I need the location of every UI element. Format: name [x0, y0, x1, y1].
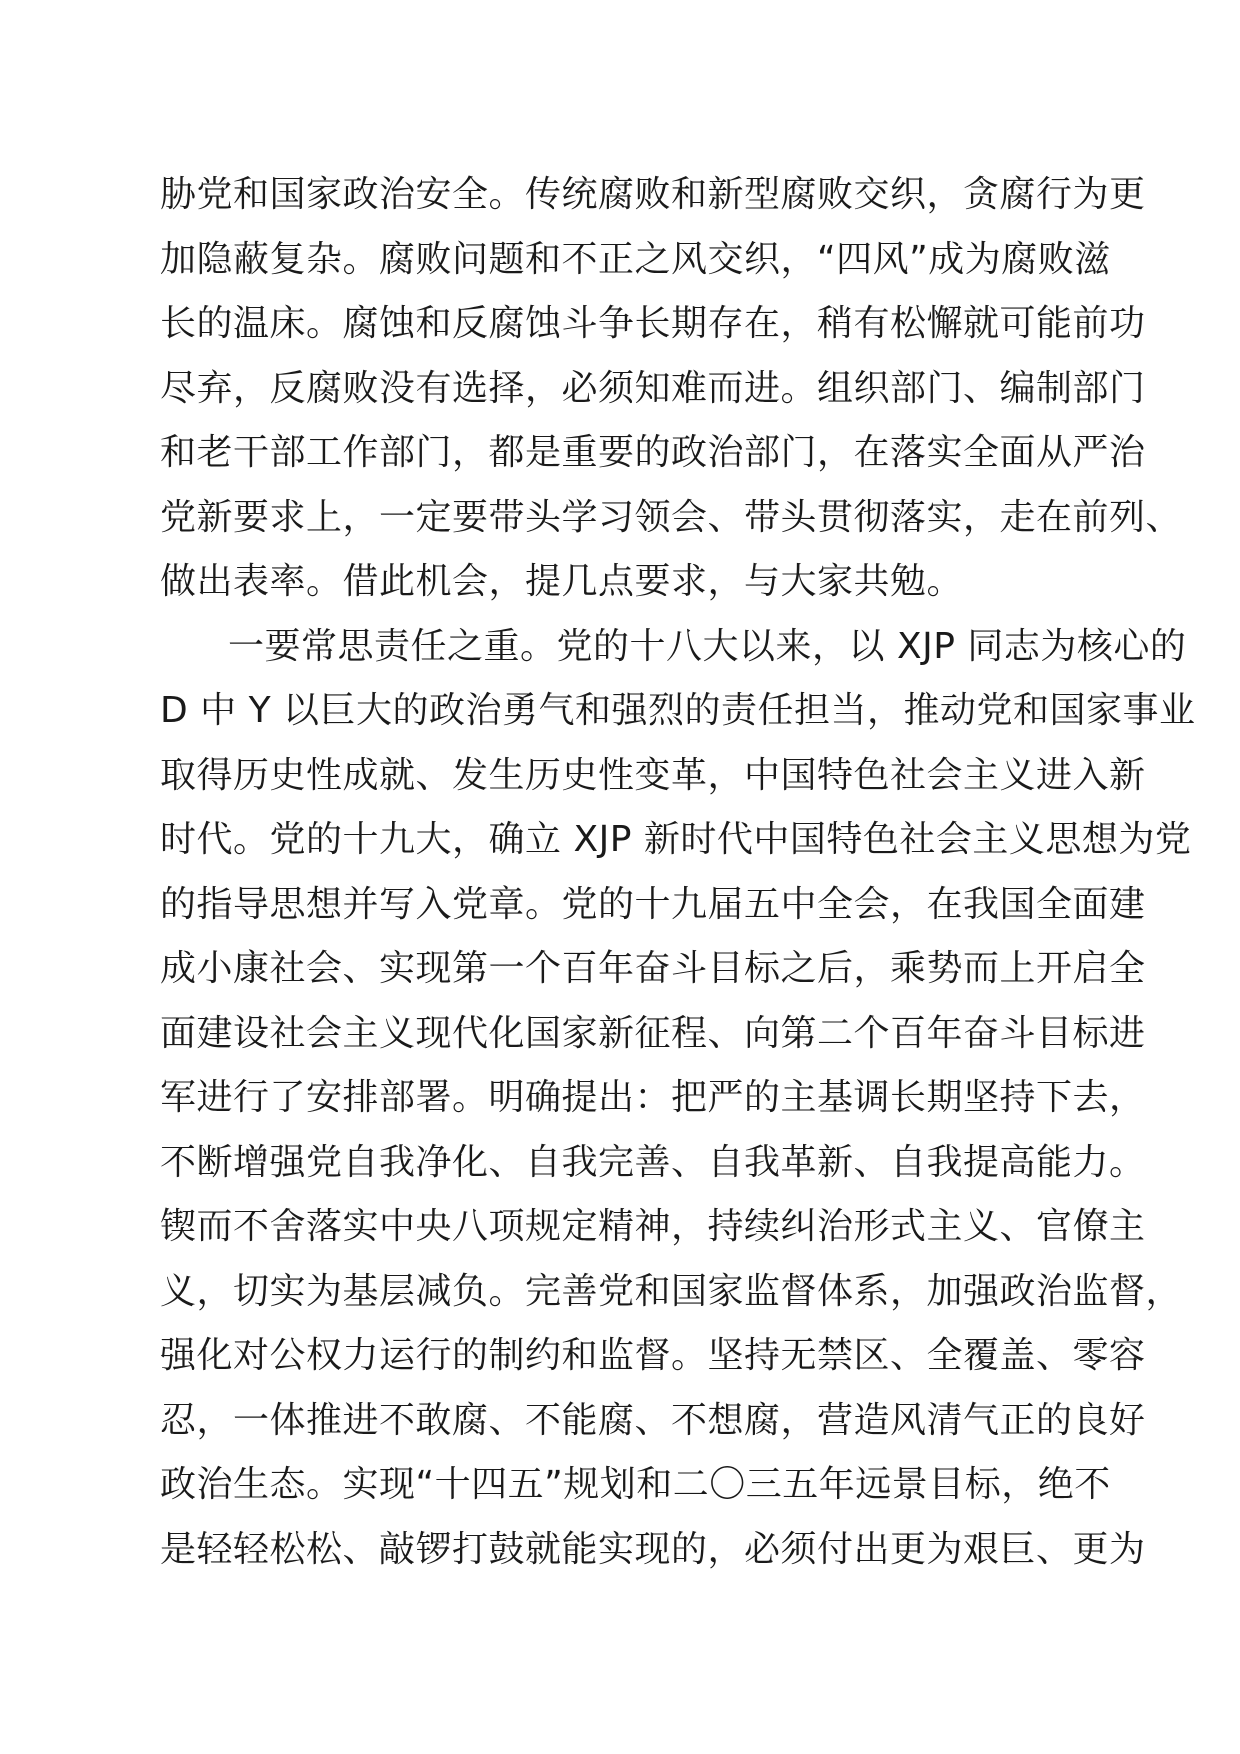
text-line: 取得历史性成就、发生历史性变革，中国特色社会主义进入新 [160, 754, 1146, 796]
text-line: 成小康社会、实现第一个百年奋斗目标之后，乘势而上开启全 [160, 948, 1146, 989]
text-line: 是轻轻松松、敲锣打鼓就能实现的，必须付出更为艰巨、更为 [160, 1528, 1146, 1570]
text-line: D 中 Y 以巨大的政治勇气和强烈的责任担当，推动党和国家事业 [160, 690, 1196, 731]
text-line: 长的温床。腐蚀和反腐蚀斗争长期存在，稍有松懈就可能前功 [160, 303, 1146, 344]
text-line: 面建设社会主义现代化国家新征程、向第二个百年奋斗目标进 [160, 1012, 1146, 1054]
text-line: 政治生态。实现“十四五”规划和二〇三五年远景目标，绝不 [160, 1464, 1111, 1505]
text-line: 胁党和国家政治安全。传统腐败和新型腐败交织，贪腐行为更 [160, 174, 1146, 215]
text-line: 做出表率。借此机会，提几点要求，与大家共勉。 [160, 561, 964, 602]
text-line: 强化对公权力运行的制约和监督。坚持无禁区、全覆盖、零容 [160, 1335, 1146, 1376]
body-text [160, 163, 1196, 1582]
paragraph-first-line: 一要常思责任之重。党的十八大以来，以 XJP 同志为核心的 [228, 625, 1187, 667]
text-line: 时代。党的十九大，确立 XJP 新时代中国特色社会主义思想为党 [160, 819, 1192, 860]
text-line: 军进行了安排部署。明确提出：把严的主基调长期坚持下去， [160, 1077, 1146, 1118]
text-line: 锲而不舍落实中央八项规定精神，持续纠治形式主义、官僚主 [160, 1206, 1146, 1247]
text-line: 义，切实为基层减负。完善党和国家监督体系，加强政治监督， [160, 1270, 1183, 1312]
text-line: 加隐蔽复杂。腐败问题和不正之风交织，“四风”成为腐败滋 [160, 238, 1111, 280]
text-line: 和老干部工作部门，都是重要的政治部门，在落实全面从严治 [160, 432, 1146, 473]
text-line: 的指导思想并写入党章。党的十九届五中全会，在我国全面建 [160, 883, 1146, 925]
text-line: 忍，一体推进不敢腐、不能腐、不想腐，营造风清气正的良好 [160, 1399, 1146, 1441]
text-line: 党新要求上，一定要带头学习领会、带头贯彻落实，走在前列、 [160, 496, 1183, 538]
text-line: 尽弃，反腐败没有选择，必须知难而进。组织部门、编制部门 [160, 367, 1146, 409]
text-line: 不断增强党自我净化、自我完善、自我革新、自我提高能力。 [160, 1141, 1146, 1183]
